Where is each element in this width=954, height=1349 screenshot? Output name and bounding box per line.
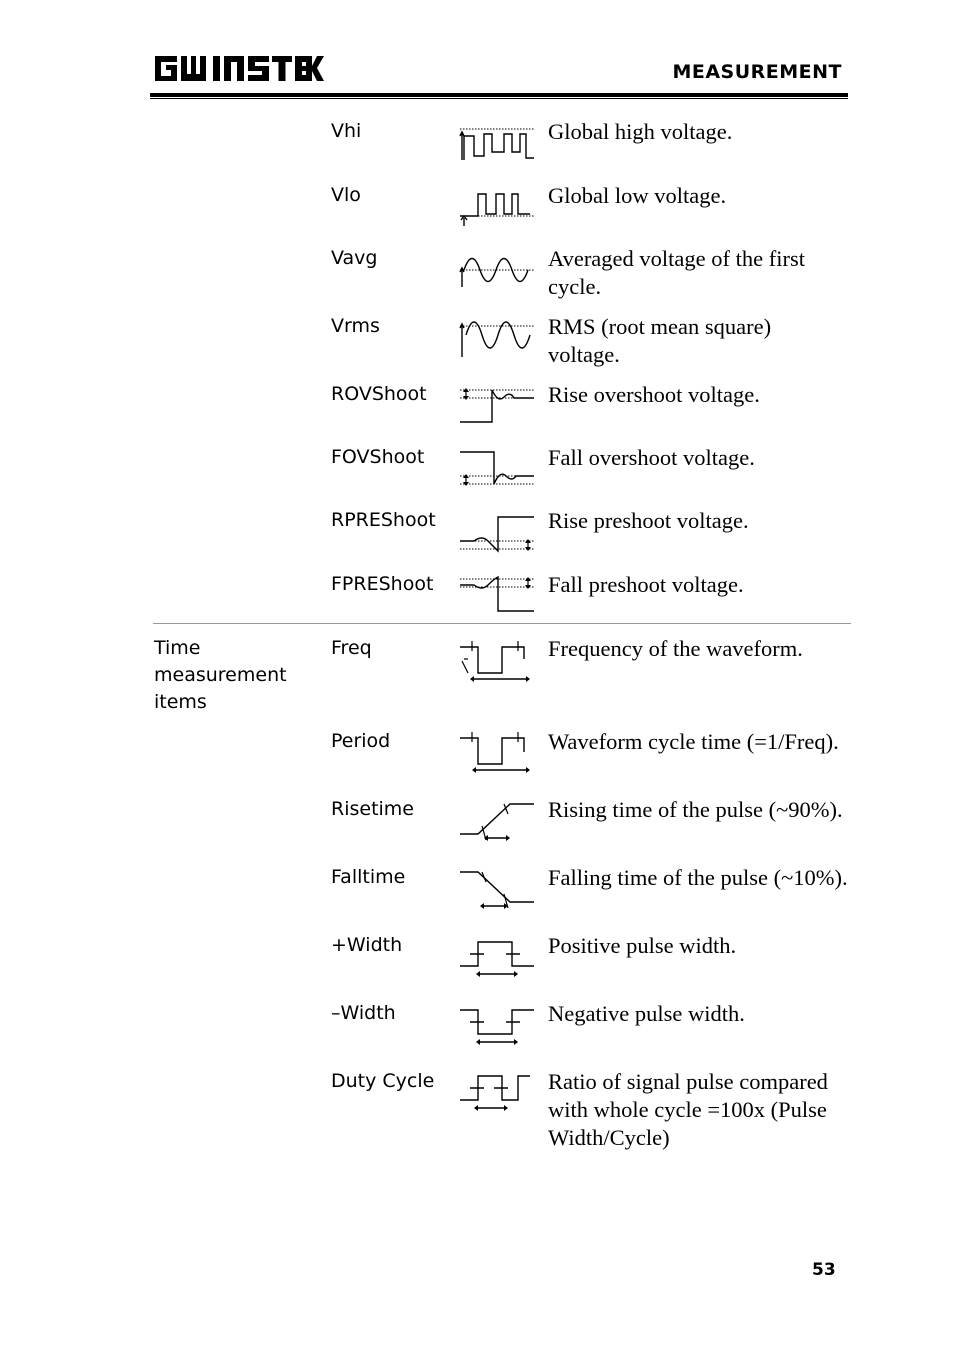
global-high-voltage-icon	[458, 122, 536, 168]
rms-voltage-icon	[458, 317, 536, 363]
global-low-voltage-icon	[458, 186, 536, 232]
item-description: Ratio of signal pulse compared with whole cycle =100x (Pulse Width/Cycle)	[548, 1069, 828, 1150]
fall-preshoot-icon	[458, 575, 536, 621]
item-description: Global low voltage.	[548, 183, 727, 208]
item-description: Fall preshoot voltage.	[548, 572, 744, 597]
item-description: Averaged voltage of the first cycle.	[548, 246, 805, 299]
page-number: 53	[812, 1260, 836, 1280]
item-description: Negative pulse width.	[548, 1001, 745, 1026]
duty-cycle-icon	[458, 1072, 536, 1118]
item-name: Vavg	[331, 247, 378, 269]
item-name: Risetime	[331, 798, 414, 820]
category-label: Time measurement items	[154, 637, 287, 713]
item-name: RPREShoot	[331, 509, 436, 531]
rise-preshoot-icon	[458, 511, 536, 557]
item-name: +Width	[331, 934, 403, 956]
rise-time-icon	[458, 800, 536, 846]
item-name: Falltime	[331, 866, 406, 888]
item-description: Fall overshoot voltage.	[548, 445, 755, 470]
item-description: Waveform cycle time (=1/Freq).	[548, 729, 839, 754]
section-title: MEASUREMENT	[672, 61, 842, 83]
item-description: RMS (root mean square) voltage.	[548, 314, 772, 367]
period-icon	[458, 732, 536, 778]
item-description: Frequency of the waveform.	[548, 636, 803, 661]
item-name: Period	[331, 730, 391, 752]
negative-width-icon	[458, 1004, 536, 1050]
fall-time-icon	[458, 868, 536, 914]
frequency-icon	[458, 639, 536, 685]
item-description: Positive pulse width.	[548, 933, 737, 958]
item-name: –Width	[331, 1002, 396, 1024]
item-description: Global high voltage.	[548, 119, 733, 144]
item-description: Falling time of the pulse (~10%).	[548, 865, 848, 890]
item-name: Duty Cycle	[331, 1070, 435, 1092]
header-rule	[150, 93, 848, 97]
item-name: Vrms	[331, 315, 380, 337]
header-rule-thin	[150, 98, 848, 99]
gw-instek-logo	[153, 52, 323, 86]
item-name: Freq	[331, 637, 372, 659]
item-name: FPREShoot	[331, 573, 434, 595]
fall-overshoot-icon	[458, 448, 536, 494]
positive-width-icon	[458, 936, 536, 982]
item-name: Vhi	[331, 120, 362, 142]
item-name: ROVShoot	[331, 383, 427, 405]
average-voltage-icon	[458, 249, 536, 295]
item-name: Vlo	[331, 184, 361, 206]
rise-overshoot-icon	[458, 385, 536, 431]
item-name: FOVShoot	[331, 446, 425, 468]
item-description: Rising time of the pulse (~90%).	[548, 797, 843, 822]
section-divider	[153, 623, 851, 624]
item-description: Rise overshoot voltage.	[548, 382, 760, 407]
item-description: Rise preshoot voltage.	[548, 508, 749, 533]
